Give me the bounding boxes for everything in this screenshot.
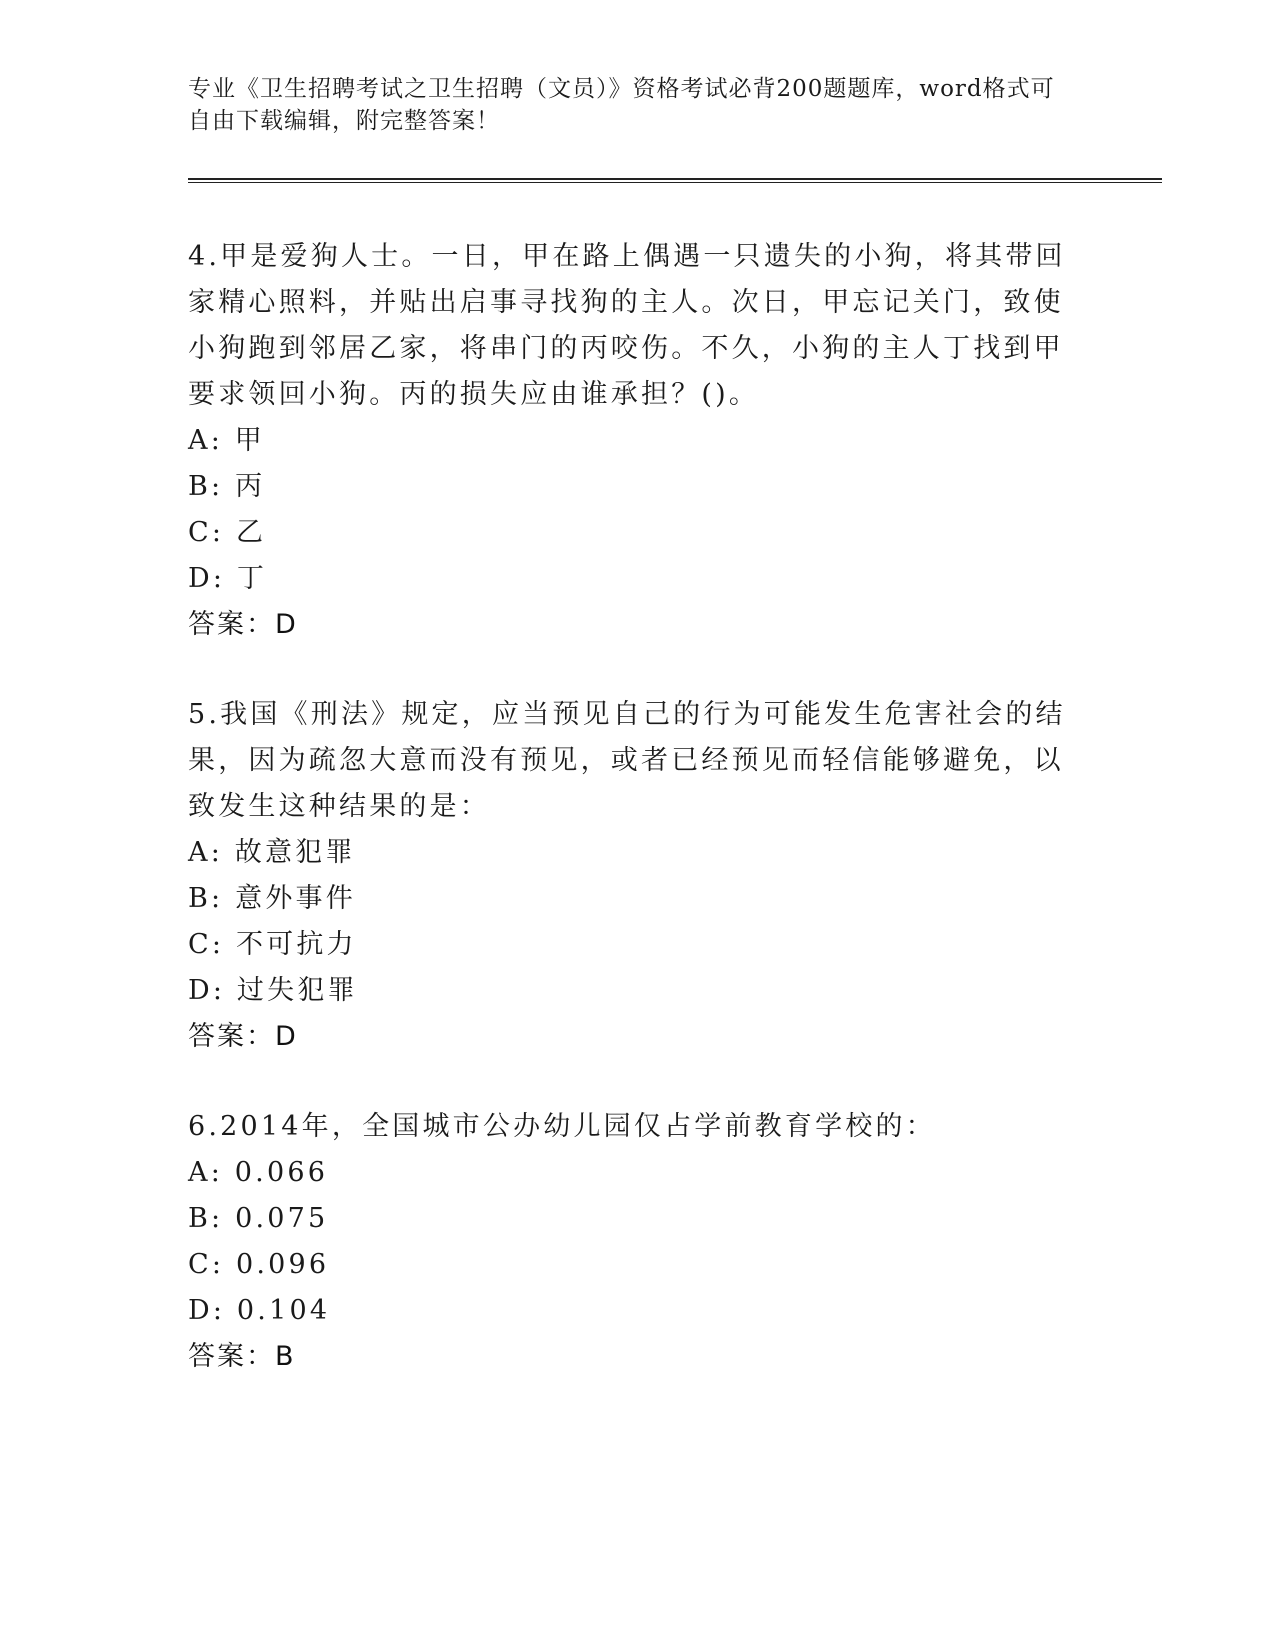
answer-label: 答案：D	[188, 1021, 298, 1052]
question-stem: 6.2014年，全国城市公办幼儿园仅占学前教育学校的：	[188, 1111, 936, 1142]
option-c: C: 0.096	[188, 1249, 330, 1280]
option-b: B: 0.075	[188, 1203, 329, 1234]
question-4	[188, 234, 1068, 648]
option-d: D: 过失犯罪	[188, 975, 358, 1006]
question-6	[188, 1104, 1068, 1380]
option-c: C: 不可抗力	[188, 929, 357, 960]
answer-label: 答案：D	[188, 609, 298, 640]
option-b: B: 丙	[188, 471, 266, 502]
option-d: D: 丁	[188, 563, 268, 594]
question-5	[188, 692, 1068, 1060]
option-c: C: 乙	[188, 517, 267, 548]
document-header: 专业《卫生招聘考试之卫生招聘（文员）》资格考试必背200题题库，word格式可自由下载编辑，附完整答案！	[188, 76, 1055, 134]
option-b: B: 意外事件	[188, 883, 356, 914]
answer-label: 答案：B	[188, 1341, 296, 1372]
header-divider	[188, 178, 1162, 183]
option-a: A: 0.066	[188, 1157, 329, 1188]
option-d: D: 0.104	[188, 1295, 331, 1326]
option-a: A: 故意犯罪	[188, 837, 356, 868]
question-stem: 4.甲是爱狗人士。一日，甲在路上偶遇一只遗失的小狗，将其带回家精心照料，并贴出启事寻找狗的主人。次日，甲忘记关门，致使小狗跑到邻居乙家，将串门的丙咬伤。不久，小狗的主人丁找到甲要求领回小狗。丙的损失应由谁承担？()。	[188, 241, 1066, 410]
question-stem: 5.我国《刑法》规定，应当预见自己的行为可能发生危害社会的结果，因为疏忽大意而没有预见，或者已经预见而轻信能够避免，以致发生这种结果的是：	[188, 699, 1066, 822]
option-a: A: 甲	[188, 425, 265, 456]
